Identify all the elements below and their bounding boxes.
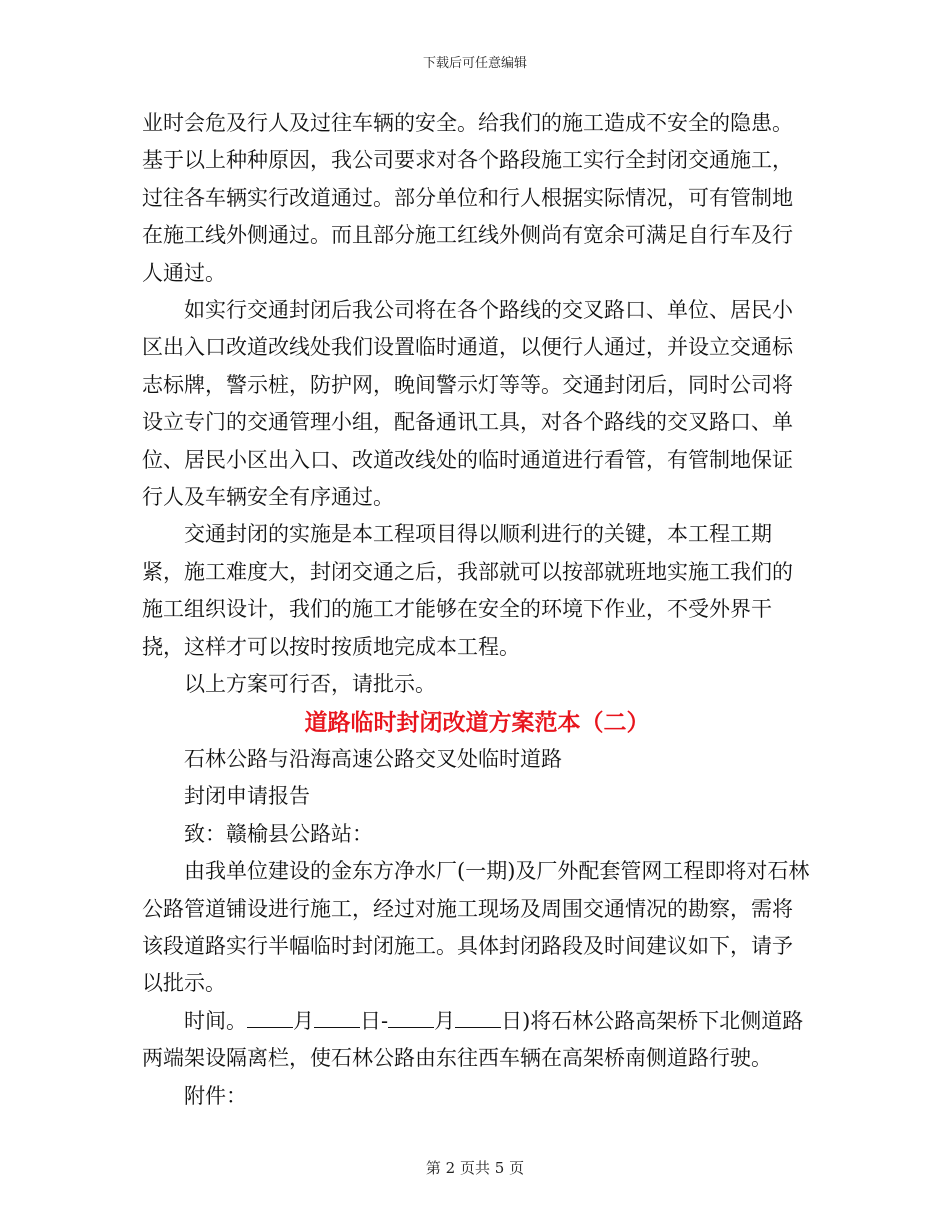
paragraph-9 [142, 1003, 812, 1078]
blank-month-1 [247, 1007, 293, 1028]
page-footer: 第 2 页共 5 页 [425, 1159, 525, 1177]
addressee: 致：赣榆县公路站： [184, 821, 373, 846]
paragraph-8: 由我单位建设的金东方净水厂(一期)及厂外配套管网工程即将对石林公路管道铺设进行施工，经过对施工现场及周围交通情况的勘察，需将该段道路实行半幅临时封闭施工。具体封闭路段及时间建议如下，请予以批示。 [142, 859, 810, 996]
document-body [142, 105, 812, 1115]
paragraph-9-rest: 日)将石林公路高架桥下北侧道路两端架设隔离栏，使石林公路由东往西车辆在高架桥南侧道路行驶。 [142, 1008, 804, 1071]
blank-month-2 [388, 1007, 434, 1028]
section-title: 道路临时封闭改道方案范本（二） [304, 708, 650, 736]
paragraph-2: 如实行交通封闭后我公司将在各个路线的交叉路口、单位、居民小区出入口改道改线处我们设置临时通道，以便行人通过，并设立交通标志标牌，警示桩，防护网，晚间警示灯等等。交通封闭后，同时公司将设立专门的交通管理小组，配备通讯工具，对各个路线的交叉路口、单位、居民小区出入口、改道改线处的临时通道进行看管，有管制地保证行人及车辆安全有序通过。 [142, 298, 793, 510]
day-label-1: 日- [360, 1008, 389, 1033]
blank-day-2 [455, 1007, 501, 1028]
time-label: 时间。 [184, 1008, 247, 1033]
paragraph-5: 石林公路与沿海高速公路交叉处临时道路 [184, 746, 562, 771]
paragraph-4: 以上方案可行否，请批示。 [184, 672, 436, 697]
blank-day-1 [314, 1007, 360, 1028]
paragraph-3: 交通封闭的实施是本工程项目得以顺利进行的关键，本工程工期紧，施工难度大，封闭交通之后，我部就可以按部就班地实施工我们的施工组织设计，我们的施工才能够在安全的环境下作业，不受外界干挠，这样才可以按时按质地完成本工程。 [142, 522, 793, 659]
page-header: 下载后可任意编辑 [422, 56, 527, 71]
month-label-2: 月 [434, 1008, 456, 1033]
attachment-label: 附件： [184, 1083, 247, 1108]
paragraph-6: 封闭申请报告 [184, 784, 310, 809]
month-label-1: 月 [293, 1008, 314, 1033]
paragraph-1: 业时会危及行人及过往车辆的安全。给我们的施工造成不安全的隐患。基于以上种种原因，我公司要求对各个路段施工实行全封闭交通施工，过往各车辆实行改道通过。部分单位和行人根据实际情况，可有管制地在施工线外侧通过。而且部分施工红线外侧尚有宽余可满足自行车及行人通过。 [142, 111, 793, 285]
